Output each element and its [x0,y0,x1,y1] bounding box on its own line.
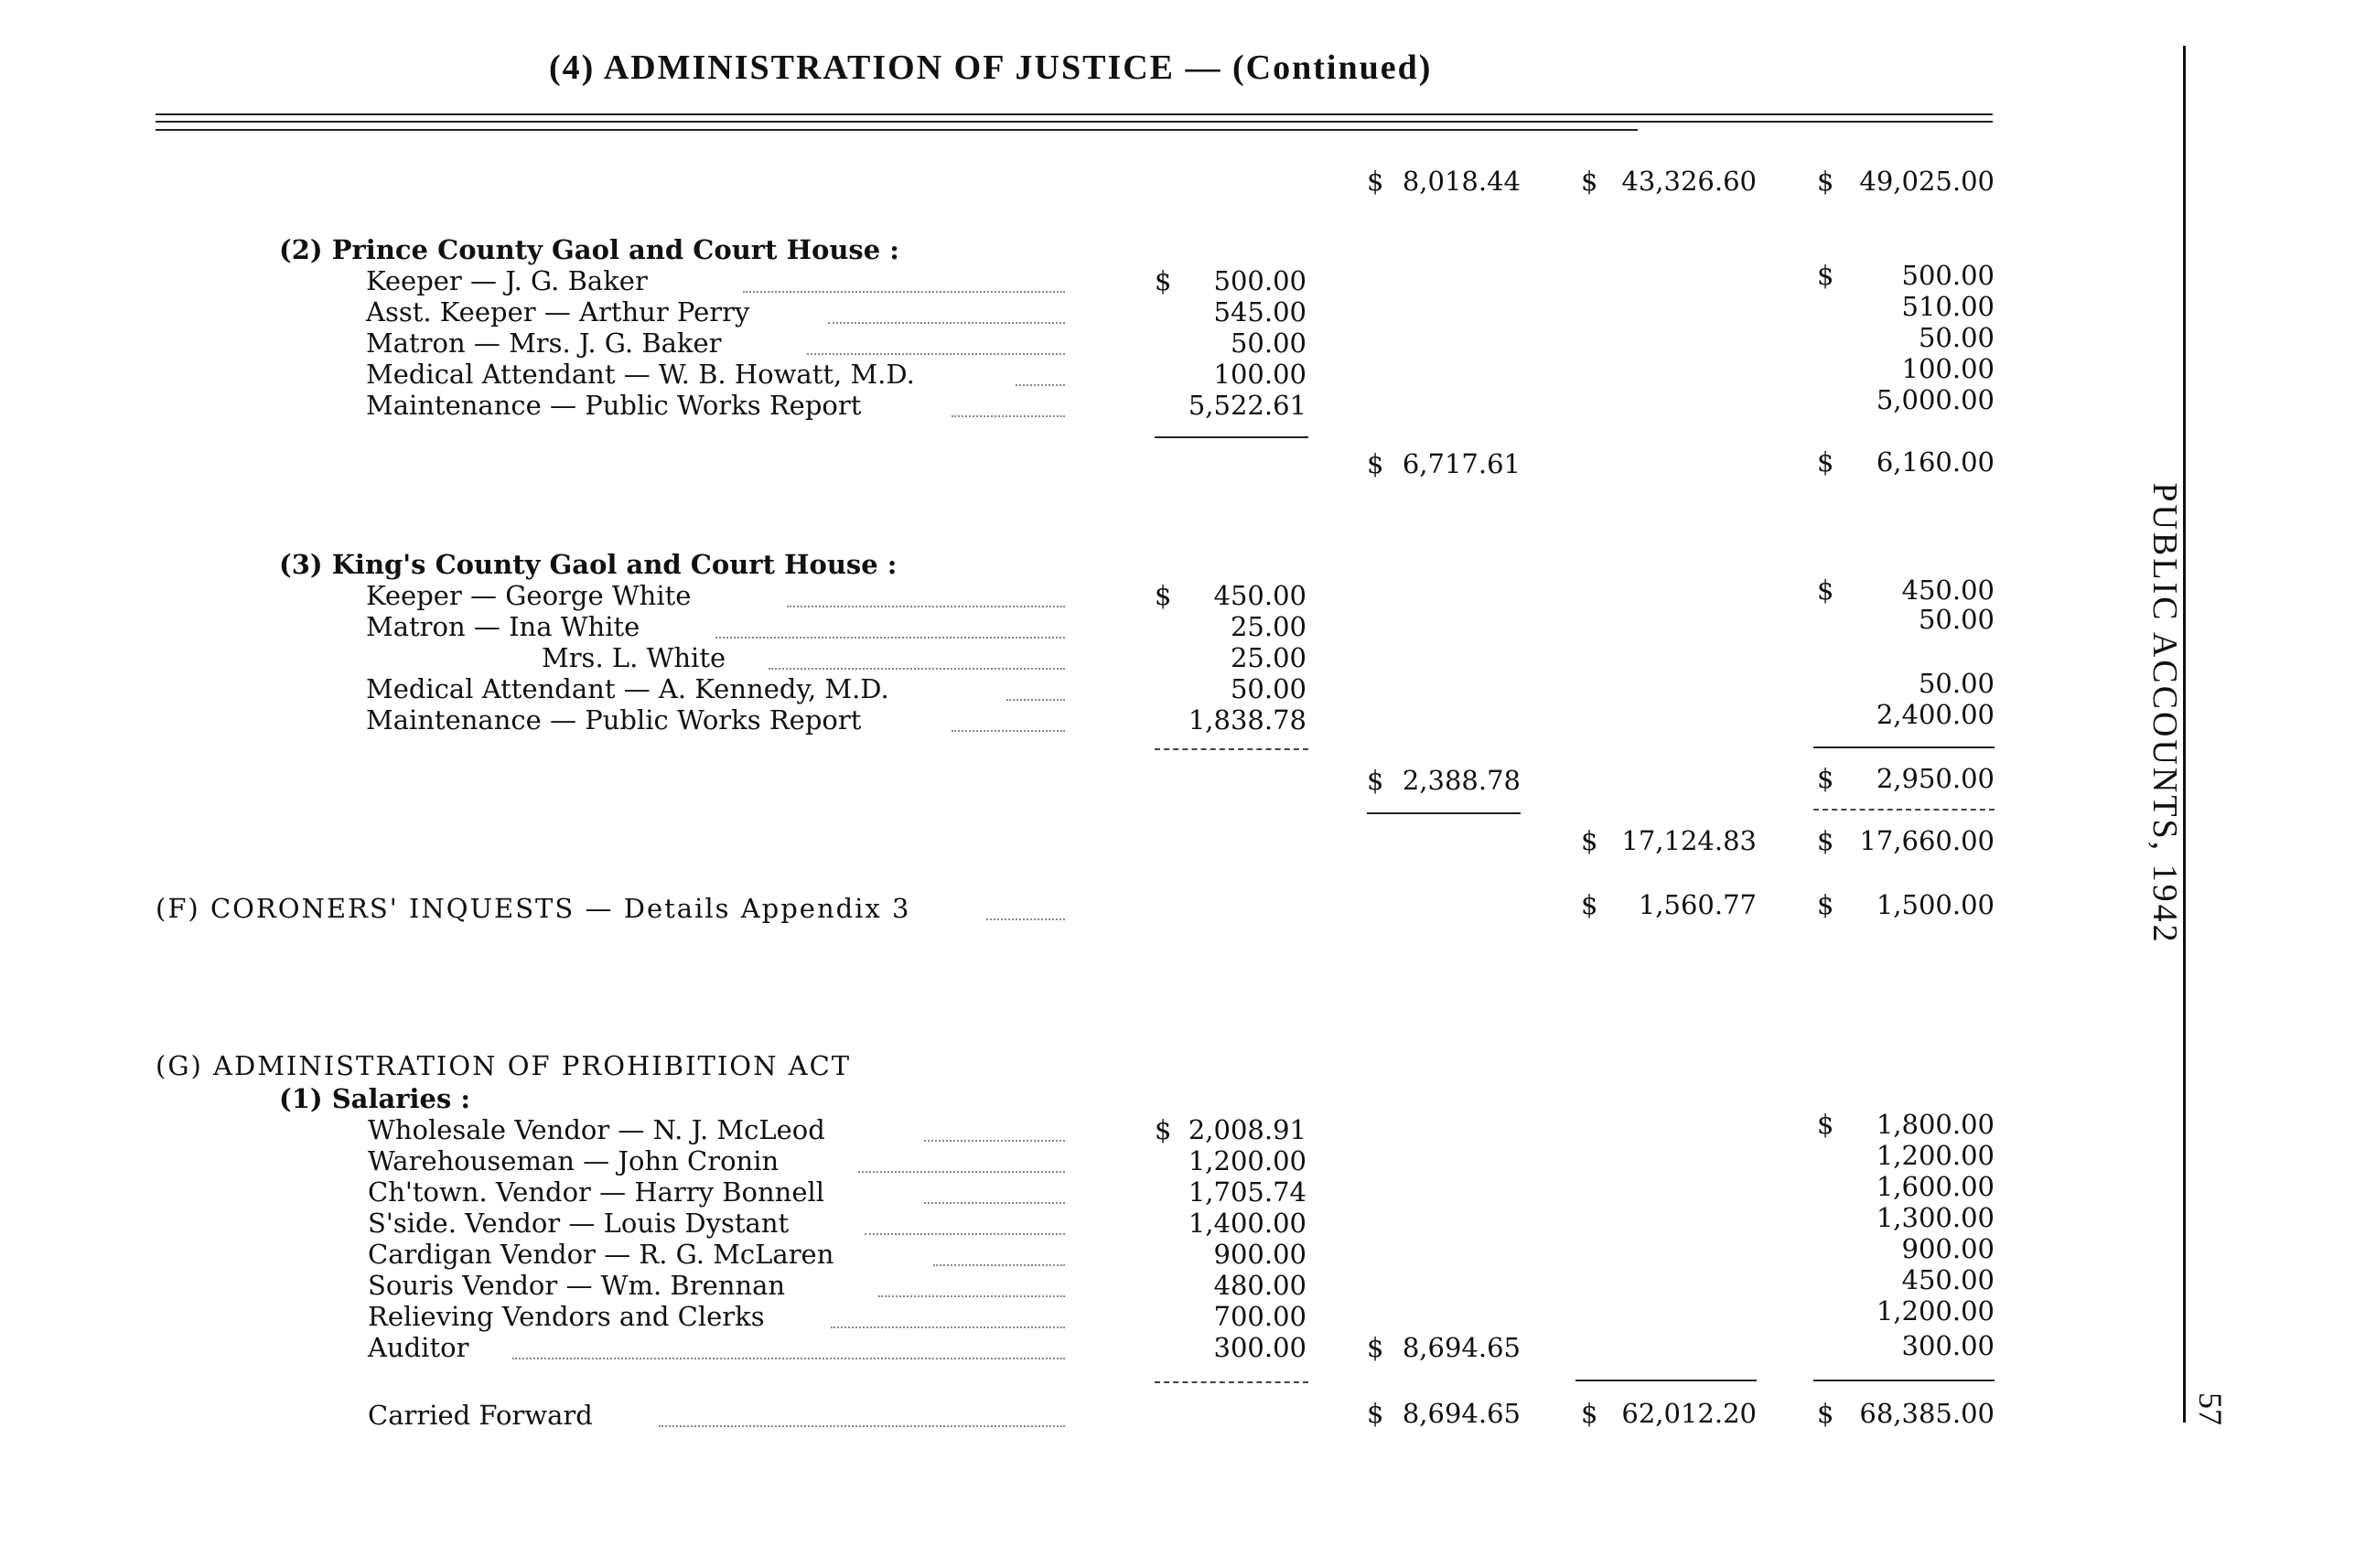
title-rule-bottom [156,129,1638,131]
dot-leader [924,1140,1065,1142]
amount-d: 1,300.00 [1876,1202,1995,1233]
section-rule [1813,809,1995,811]
currency-symbol: $ [1367,166,1384,197]
row-label: Mrs. L. White [542,642,726,673]
dot-leader [807,353,1065,355]
row-label: Warehouseman — John Cronin [368,1145,780,1176]
amount-a: 480.00 [1213,1270,1307,1301]
currency-symbol: $ [1817,260,1834,291]
carried-forward-label: Carried Forward [368,1400,593,1431]
dot-leader [924,1202,1065,1204]
forward-rule [1813,1380,1995,1381]
row-label: Keeper — J. G. Baker [366,265,648,296]
dot-leader [512,1358,1065,1359]
amount-d: 1,200.00 [1876,1295,1995,1326]
currency-symbol: $ [1817,1398,1834,1429]
amount-d: 1,200.00 [1876,1140,1995,1171]
top-total-b: 8,018.44 [1402,166,1521,197]
amount-d: 50.00 [1918,668,1995,699]
amount-a: 545.00 [1213,296,1307,328]
page-number-text: 57 [2192,1392,2229,1425]
dot-leader [933,1264,1065,1266]
amount-d: 450.00 [1901,1264,1995,1295]
amount-a: 2,008.91 [1188,1114,1307,1145]
amount-a: 900.00 [1213,1239,1307,1270]
running-head-text: PUBLIC ACCOUNTS, 1942 [2145,482,2184,945]
row-label: Cardigan Vendor — R. G. McLaren [368,1239,834,1270]
amount-a: 700.00 [1213,1301,1307,1332]
coroners-d: 1,500.00 [1876,889,1995,920]
row-label: Relieving Vendors and Clerks [368,1301,765,1332]
amount-a: 50.00 [1230,673,1307,704]
subtotal-rule [1155,748,1308,750]
page-title: (4) ADMINISTRATION OF JUSTICE — (Continued) [549,48,1433,87]
amount-a: 1,705.74 [1188,1176,1307,1208]
row-label: Auditor [368,1332,469,1363]
subtotal-d: 6,160.00 [1876,446,1995,478]
dot-leader [743,291,1065,293]
row-label: Medical Attendant — A. Kennedy, M.D. [366,673,889,704]
amount-d: 1,600.00 [1876,1171,1995,1202]
coroners-label: (F) CORONERS' INQUESTS — Details Appendix 3 [156,893,911,924]
subtotal-d: 2,950.00 [1876,763,1995,794]
currency-symbol: $ [1581,1398,1598,1429]
prohibition-heading: (G) ADMINISTRATION OF PROHIBITION ACT [156,1050,852,1081]
amount-b: 8,694.65 [1402,1332,1521,1363]
amount-d: 50.00 [1918,322,1995,353]
amount-a: 1,200.00 [1188,1145,1307,1176]
amount-a: 1,400.00 [1188,1208,1307,1239]
currency-symbol: $ [1367,765,1384,796]
amount-d: 1,800.00 [1876,1109,1995,1140]
dot-leader [1016,384,1065,386]
section-total-c: 17,124.83 [1621,825,1757,856]
section-rule [1367,812,1521,814]
amount-d: 510.00 [1901,291,1995,322]
amount-d: 300.00 [1901,1330,1995,1361]
amount-a: 25.00 [1230,642,1307,673]
currency-symbol: $ [1581,825,1598,856]
currency-symbol: $ [1581,889,1598,920]
dot-leader [865,1233,1065,1235]
row-label: Maintenance — Public Works Report [366,390,862,421]
row-label: Matron — Ina White [366,611,640,642]
amount-a: 100.00 [1213,359,1307,390]
currency-symbol: $ [1817,889,1834,920]
currency-symbol: $ [1367,1332,1384,1363]
amount-d: 900.00 [1901,1233,1995,1264]
prince-county-heading: (2) Prince County Gaol and Court House : [279,234,899,265]
currency-symbol: $ [1367,1398,1384,1429]
dot-leader [878,1295,1065,1297]
forward-rule [1575,1380,1757,1381]
section-total-d: 17,660.00 [1859,825,1995,856]
currency-symbol: $ [1817,446,1834,478]
forward-rule [1155,1381,1308,1383]
subtotal-b: 6,717.61 [1402,448,1521,479]
carried-forward-b: 8,694.65 [1402,1398,1521,1429]
row-label: Asst. Keeper — Arthur Perry [366,296,750,328]
subtotal-rule [1155,436,1308,438]
top-total-c: 43,326.60 [1621,166,1757,197]
dot-leader [787,606,1065,607]
amount-d: 5,000.00 [1876,384,1995,415]
currency-symbol: $ [1817,1109,1834,1140]
row-label: S'side. Vendor — Louis Dystant [368,1208,790,1239]
row-label: Ch'town. Vendor — Harry Bonnell [368,1176,825,1208]
currency-symbol: $ [1817,575,1834,606]
title-rule-top [156,113,1993,115]
amount-a: 5,522.61 [1188,390,1307,421]
row-label: Souris Vendor — Wm. Brennan [368,1270,786,1301]
amount-a: 1,838.78 [1188,704,1307,736]
row-label: Matron — Mrs. J. G. Baker [366,328,722,359]
currency-symbol: $ [1155,580,1172,611]
amount-d: 100.00 [1901,353,1995,384]
dot-leader [1006,699,1065,701]
subtotal-b: 2,388.78 [1402,765,1521,796]
currency-symbol: $ [1155,265,1172,296]
row-label: Medical Attendant — W. B. Howatt, M.D. [366,359,915,390]
top-total-d: 49,025.00 [1859,166,1995,197]
dot-leader [952,415,1065,417]
currency-symbol: $ [1817,166,1834,197]
dot-leader [659,1425,1065,1427]
amount-d: 2,400.00 [1876,699,1995,730]
dot-leader [986,918,1065,920]
title-rule-mid [156,121,1993,123]
currency-symbol: $ [1817,825,1834,856]
dot-leader [769,668,1065,670]
amount-a: 25.00 [1230,611,1307,642]
currency-symbol: $ [1817,763,1834,794]
amount-a: 500.00 [1213,265,1307,296]
amount-d: 50.00 [1918,604,1995,635]
amount-a: 450.00 [1213,580,1307,611]
coroners-c: 1,560.77 [1638,889,1757,920]
dot-leader [828,322,1065,324]
salaries-subheading: (1) Salaries : [279,1083,471,1114]
carried-forward-d: 68,385.00 [1859,1398,1995,1429]
currency-symbol: $ [1367,448,1384,479]
amount-a: 50.00 [1230,328,1307,359]
row-label: Keeper — George White [366,580,692,611]
kings-county-heading: (3) King's County Gaol and Court House : [279,549,898,580]
row-label: Wholesale Vendor — N. J. McLeod [368,1114,825,1145]
dot-leader [952,730,1065,732]
carried-forward-c: 62,012.20 [1621,1398,1757,1429]
row-label: Maintenance — Public Works Report [366,704,862,736]
subtotal-rule [1813,746,1995,748]
dot-leader [858,1171,1065,1173]
currency-symbol: $ [1155,1114,1172,1145]
amount-d: 450.00 [1901,575,1995,606]
dot-leader [831,1326,1065,1328]
amount-a: 300.00 [1213,1332,1307,1363]
amount-d: 500.00 [1901,260,1995,291]
currency-symbol: $ [1581,166,1598,197]
dot-leader [715,637,1065,639]
